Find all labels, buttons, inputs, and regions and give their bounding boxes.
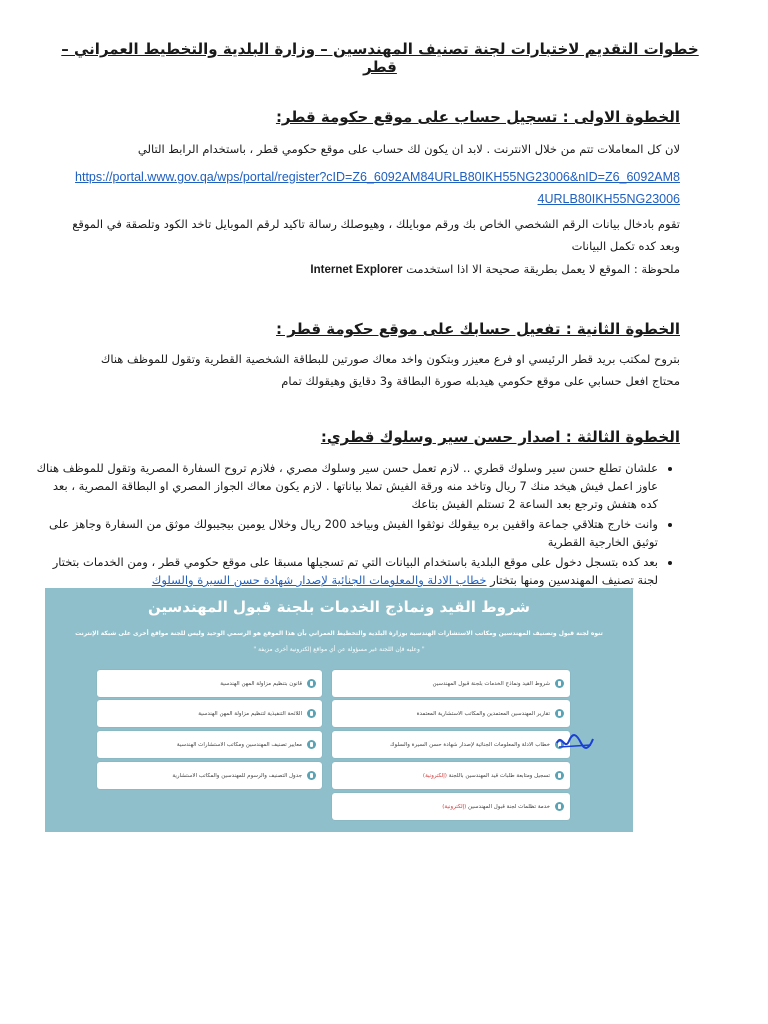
service-item[interactable] — [97, 762, 322, 789]
step2-heading: الخطوة الثانية : تفعيل حسابك على موقع حكومة قطر : — [276, 320, 680, 338]
service-label: خطاب الادلة والمعلومات الجنائية لإصدار شهادة حسن السيرة والسلوك — [389, 741, 550, 748]
step3-bullet-list — [33, 459, 680, 591]
service-label: قانون بتنظيم مزاولة المهن الهندسية — [220, 680, 302, 687]
info-icon — [307, 679, 316, 688]
pen-scribble-icon — [555, 731, 595, 753]
browser-name: Internet Explorer — [310, 264, 403, 276]
service-item[interactable] — [97, 731, 322, 758]
list-item — [33, 553, 658, 589]
info-icon — [555, 802, 564, 811]
service-label: تقارير المهندسين المعتمدين والمكاتب الاستشارية المعتمدة — [416, 710, 550, 717]
bullet3-text: بعد كده بتسجل دخول على موقع البلدية باستخدام البيانات التي تم تسجيلها مسبقا على موقع حكومي قطر ، ومن الخدمات بتختار لجنة تصنيف المهندسين ومنها بتختار — [52, 555, 658, 587]
service-label: جدول التصنيف والرسوم للمهندسين والمكاتب الاستشارية — [172, 772, 302, 779]
services-subtitle: تنوه لجنة قبول وتصنيف المهندسين ومكاتب الاستشارات الهندسية بوزارة البلدية والتخطيط العمراني بأن هذا الموقع هو الرسمي الوحيد وليس للجنة مواقع أخرى على شبكة الإنترنت — [75, 630, 603, 637]
services-title: شروط القيد ونماذج الخدمات بلجنة قبول المهندسين — [147, 598, 531, 616]
step3-heading: الخطوة الثالثة : اصدار حسن سير وسلوك قطري: — [320, 428, 680, 446]
step1-heading: الخطوة الاولى : تسجيل حساب على موقع حكومة قطر: — [275, 108, 680, 126]
document-title: خطوات التقديم لاختبارات لجنة تصنيف المهندسين – وزارة البلدية والتخطيط العمراني – قطر — [61, 40, 699, 76]
service-item[interactable] — [332, 793, 570, 820]
info-icon — [555, 709, 564, 718]
service-label: خدمة تظلمات لجنة قبول المهندسين — [468, 803, 550, 810]
service-item[interactable] — [332, 670, 570, 697]
step2-paragraph: بتروح لمكتب بريد قطر الرئيسي او فرع معيزر وبتكون واخد معاك صورتين للبطاقة الشخصية القطرية وتقول للموظف هناك محتاج افعل حسابي على موقع حكومي هيدبله صورة البطاقة و3 دقايق وهيقولك تمام — [100, 352, 680, 388]
list-item: • علشان تطلع حسن سير وسلوك قطري .. لازم تعمل حسن سير وسلوك مصري ، فلازم تروح السفارة المصرية وتقول للموظف هناك عاوز اعمل فيش هيخد منك 7 ريال وتاخد منه ورقة الفيش تملا بياناتها . لازم يكون معاك الجواز المصري او البطاقة المصرية ، بعد كده هتفش وترجع بعد الساعة 2 تستلم الفيش بتاعك — [33, 459, 658, 513]
info-icon — [307, 740, 316, 749]
service-item[interactable] — [332, 762, 570, 789]
info-icon — [307, 709, 316, 718]
services-screenshot — [45, 588, 633, 832]
info-icon — [307, 771, 316, 780]
step1-paragraph: لان كل المعاملات تتم من خلال الانترنت . لابد ان يكون لك حساب على موقع حكومي قطر ، باستخدام الرابط التالي — [137, 142, 680, 156]
criminal-record-letter-link[interactable]: خطاب الادلة والمعلومات الجنائية لإصدار شهادة حسن السيرة والسلوك — [151, 573, 487, 587]
service-item[interactable] — [97, 700, 322, 727]
service-item[interactable] — [332, 731, 570, 758]
info-icon — [555, 679, 564, 688]
service-item[interactable] — [332, 700, 570, 727]
services-note: " وعليه فإن اللجنة غير مسؤولة عن أي مواقع إلكترونية أخرى مزيفة " — [253, 646, 425, 653]
electronic-tag: (إلكترونية) — [422, 772, 447, 779]
service-label: اللائحة التنفيذية لتنظيم مزاولة المهن الهندسية — [198, 710, 302, 717]
browser-note — [70, 258, 680, 281]
info-icon — [555, 771, 564, 780]
service-item[interactable] — [97, 670, 322, 697]
register-link[interactable]: https://portal.www.gov.qa/wps/portal/register?cID=Z6_6092AM84URLB80IKH55NG23006&nID=Z6_6092AM84URLB80IKH55NG23006 — [75, 170, 680, 206]
service-label: شروط القيد ونماذج الخدمات بلجنة قبول المهندسين — [432, 680, 550, 687]
service-label: معايير تصنيف المهندسين ومكاتب الاستشارات الهندسية — [176, 741, 302, 748]
browser-note-text: ملحوظة : الموقع لا يعمل بطريقة صحيحة الا اذا استخدمت — [406, 262, 680, 276]
electronic-tag: (إلكترونية) — [442, 803, 467, 810]
step1-instructions: تقوم بادخال بيانات الرقم الشخصي الخاص بك ورقم موبايلك ، وهيوصلك رسالة تاكيد لرقم الموبايل تاخد الكود وتلصقة في الموقع وبعد كده تكمل البيانات — [72, 217, 680, 253]
service-label: تسجيل ومتابعة طلبات قيد المهندسين باللجنة — [448, 772, 550, 779]
list-item: • وانت خارج هتلاقي جماعة واقفين بره بيقولك نوثقوا الفيش وبياخد 200 ريال وخلال يومين بيجيبولك موثق من السفارة وجاهز على توثيق الخارجية القطرية — [33, 515, 658, 551]
